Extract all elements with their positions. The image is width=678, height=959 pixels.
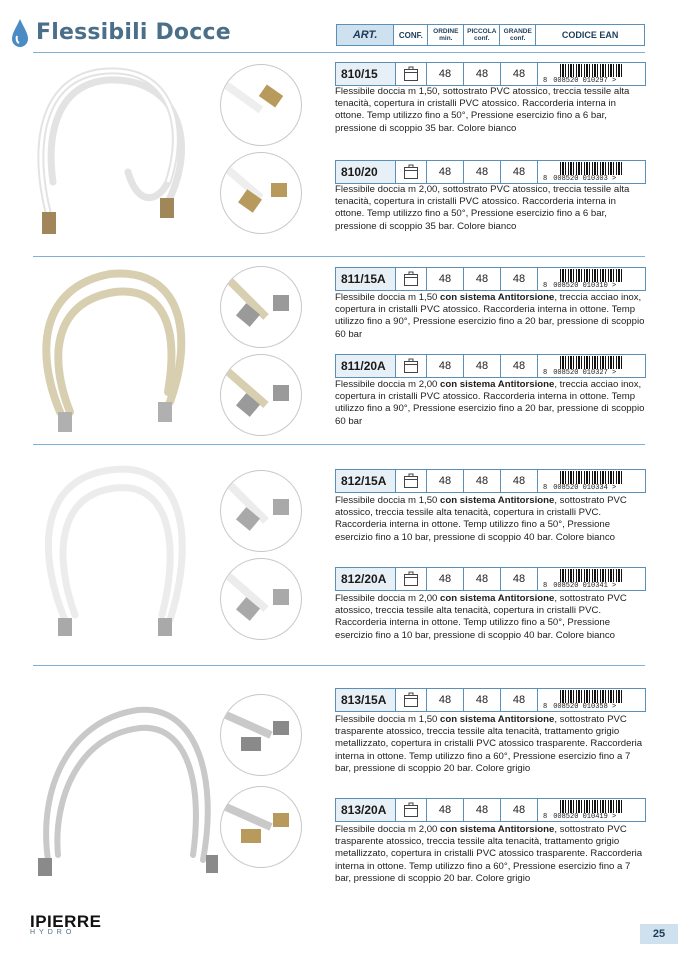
product-description: Flessibile doccia m 2,00 con sistema Antitorsione, sottostrato PVC trasparente atossico, treccia tessile alta tenacità, trattamento grigio metallizzato, copertura in cristalli PVC atossico trasparente. Raccorderia interna in ottone. Temp utilizzo fino a 60°, Pressione esercizio fino a 7 bar, pressione di scoppio 20 bar. Colore grigio	[335, 824, 643, 884]
large-pack: 48	[501, 689, 538, 711]
ean-number: 8 008520 010327 >	[543, 369, 617, 377]
small-pack: 48	[464, 568, 501, 590]
small-pack: 48	[464, 63, 501, 85]
page-header	[0, 14, 678, 50]
col-ean: CODICE EAN	[535, 24, 645, 46]
barcode-graphic	[560, 64, 622, 77]
detail-image	[220, 786, 302, 868]
product-description: Flessibile doccia m 1,50 con sistema Antitorsione, sottostrato PVC atossico, treccia tessile alta tenacità, copertura in cristalli PVC. Raccorderia interna in ottone. Temp utilizzo fino a 50°, Pressione esercizio fino a 10 bar, pressione di scoppio 40 bar. Colore bianco	[335, 495, 627, 543]
min-order: 48	[427, 470, 464, 492]
ean-number: 8 008520 010310 >	[543, 282, 617, 290]
product-description: Flessibile doccia m 2,00 con sistema Antitorsione, sottostrato PVC atossico, treccia tessile alta tenacità, copertura in cristalli PVC. Raccorderia interna in ottone. Temp utilizzo fino a 50°, Pressione esercizio fino a 10 bar, pressione di scoppio 40 bar. Colore bianco	[335, 593, 627, 641]
barcode-graphic	[560, 269, 622, 282]
detail-image	[220, 266, 302, 348]
ean-barcode	[538, 799, 645, 821]
ean-barcode	[538, 268, 645, 290]
product-row	[335, 688, 646, 712]
min-order: 48	[427, 63, 464, 85]
package-icon	[396, 63, 427, 85]
detail-image	[220, 470, 302, 552]
detail-image	[220, 152, 302, 234]
large-pack: 48	[501, 470, 538, 492]
small-pack: 48	[464, 470, 501, 492]
large-pack: 48	[501, 63, 538, 85]
min-order: 48	[427, 689, 464, 711]
product-row	[335, 469, 646, 493]
article-code: 813/20A	[336, 799, 396, 821]
col-conf: CONF.	[393, 24, 428, 46]
large-pack: 48	[501, 355, 538, 377]
ean-number: 8 008520 010341 >	[543, 582, 617, 590]
package-icon	[396, 568, 427, 590]
min-order: 48	[427, 355, 464, 377]
min-order: 48	[427, 799, 464, 821]
barcode-graphic	[560, 800, 622, 813]
product-description: Flessibile doccia m 2,00, sottostrato PVC atossico, treccia tessile alta tenacità, copertura in cristalli PVC atossico. Raccorderia interna in ottone. Temp utilizzo fino a 50°, Pressione esercizio fino a 6 bar, pressione di scoppio 35 bar. Colore bianco	[335, 184, 630, 232]
min-order: 48	[427, 568, 464, 590]
large-pack: 48	[501, 161, 538, 183]
hose-gold-image	[30, 262, 200, 442]
barcode-graphic	[560, 569, 622, 582]
article-code: 812/15A	[336, 470, 396, 492]
barcode-graphic	[560, 356, 622, 369]
article-code: 811/20A	[336, 355, 396, 377]
product-row	[335, 267, 646, 291]
min-order: 48	[427, 161, 464, 183]
ean-number: 8 008520 010419 >	[543, 813, 617, 821]
detail-image	[220, 694, 302, 776]
package-icon	[396, 470, 427, 492]
ean-number: 8 008520 010297 >	[543, 77, 617, 85]
product-row	[335, 567, 646, 591]
small-pack: 48	[464, 161, 501, 183]
ean-barcode	[538, 568, 645, 590]
article-code: 812/20A	[336, 568, 396, 590]
page-number: 25	[640, 924, 678, 944]
barcode-graphic	[560, 471, 622, 484]
package-icon	[396, 268, 427, 290]
article-code: 813/15A	[336, 689, 396, 711]
product-description: Flessibile doccia m 1,50 con sistema Antitorsione, treccia acciao inox, copertura in cristalli PVC atossico. Raccorderia interna in ottone. Temp utilizzo fino a 90°, Pressione esercizio fino a 20 bar, pressione di scoppio 60 bar	[335, 292, 645, 340]
small-pack: 48	[464, 355, 501, 377]
package-icon	[396, 689, 427, 711]
product-row	[335, 354, 646, 378]
section-divider	[33, 256, 645, 257]
header-rule	[33, 52, 645, 53]
ean-number: 8 008520 010358 >	[543, 703, 617, 711]
small-pack: 48	[464, 689, 501, 711]
large-pack: 48	[501, 799, 538, 821]
large-pack: 48	[501, 568, 538, 590]
page-title: Flessibili Docce	[36, 20, 231, 45]
barcode-graphic	[560, 162, 622, 175]
product-description: Flessibile doccia m 1,50 con sistema Antitorsione, sottostrato PVC trasparente atossico, treccia tessile alta tenacità, trattamento grigio metallizzato, copertura in cristalli PVC atossico trasparente. Raccorderia interna in ottone. Temp utilizzo fino a 60°, Pressione esercizio fino a 7 bar, pressione di scoppio 20 bar. Colore grigio	[335, 714, 643, 774]
col-piccola: PICCOLA conf.	[463, 24, 500, 46]
detail-image	[220, 354, 302, 436]
hose-clear-image	[30, 450, 200, 650]
article-code: 810/20	[336, 161, 396, 183]
small-pack: 48	[464, 799, 501, 821]
hose-white-image	[28, 62, 198, 242]
hose-grey-image	[28, 690, 218, 890]
product-row	[335, 160, 646, 184]
ean-number: 8 008520 010303 >	[543, 175, 617, 183]
col-ordine: ORDINE min.	[427, 24, 464, 46]
col-art: ART.	[336, 24, 394, 46]
ean-barcode	[538, 689, 645, 711]
water-drop-icon	[10, 18, 30, 48]
barcode-graphic	[560, 690, 622, 703]
package-icon	[396, 799, 427, 821]
section-divider	[33, 665, 645, 666]
product-description: Flessibile doccia m 1,50, sottostrato PVC atossico, treccia tessile alta tenacità, copertura in cristalli PVC atossico. Raccorderia interna in ottone. Temp utilizzo fino a 50°, Pressione esercizio fino a 6 bar, pressione di scoppio 35 bar. Colore bianco	[335, 86, 630, 134]
package-icon	[396, 355, 427, 377]
article-code: 810/15	[336, 63, 396, 85]
detail-image	[220, 64, 302, 146]
ean-barcode	[538, 470, 645, 492]
large-pack: 48	[501, 268, 538, 290]
min-order: 48	[427, 268, 464, 290]
detail-image	[220, 558, 302, 640]
table-header	[337, 24, 645, 46]
small-pack: 48	[464, 268, 501, 290]
ean-number: 8 008520 010334 >	[543, 484, 617, 492]
ean-barcode	[538, 161, 645, 183]
ean-barcode	[538, 355, 645, 377]
ean-barcode	[538, 63, 645, 85]
brand-logo: IPIERRE HYDRO	[30, 912, 102, 936]
product-description: Flessibile doccia m 2,00 con sistema Antitorsione, treccia acciao inox, copertura in cristalli PVC atossico. Raccorderia interna in ottone. Temp utilizzo fino a 90°, Pressione esercizio fino a 20 bar, pressione di scoppio 60 bar	[335, 379, 645, 427]
product-row	[335, 798, 646, 822]
section-divider	[33, 444, 645, 445]
col-grande: GRANDE conf.	[499, 24, 536, 46]
package-icon	[396, 161, 427, 183]
article-code: 811/15A	[336, 268, 396, 290]
product-row	[335, 62, 646, 86]
